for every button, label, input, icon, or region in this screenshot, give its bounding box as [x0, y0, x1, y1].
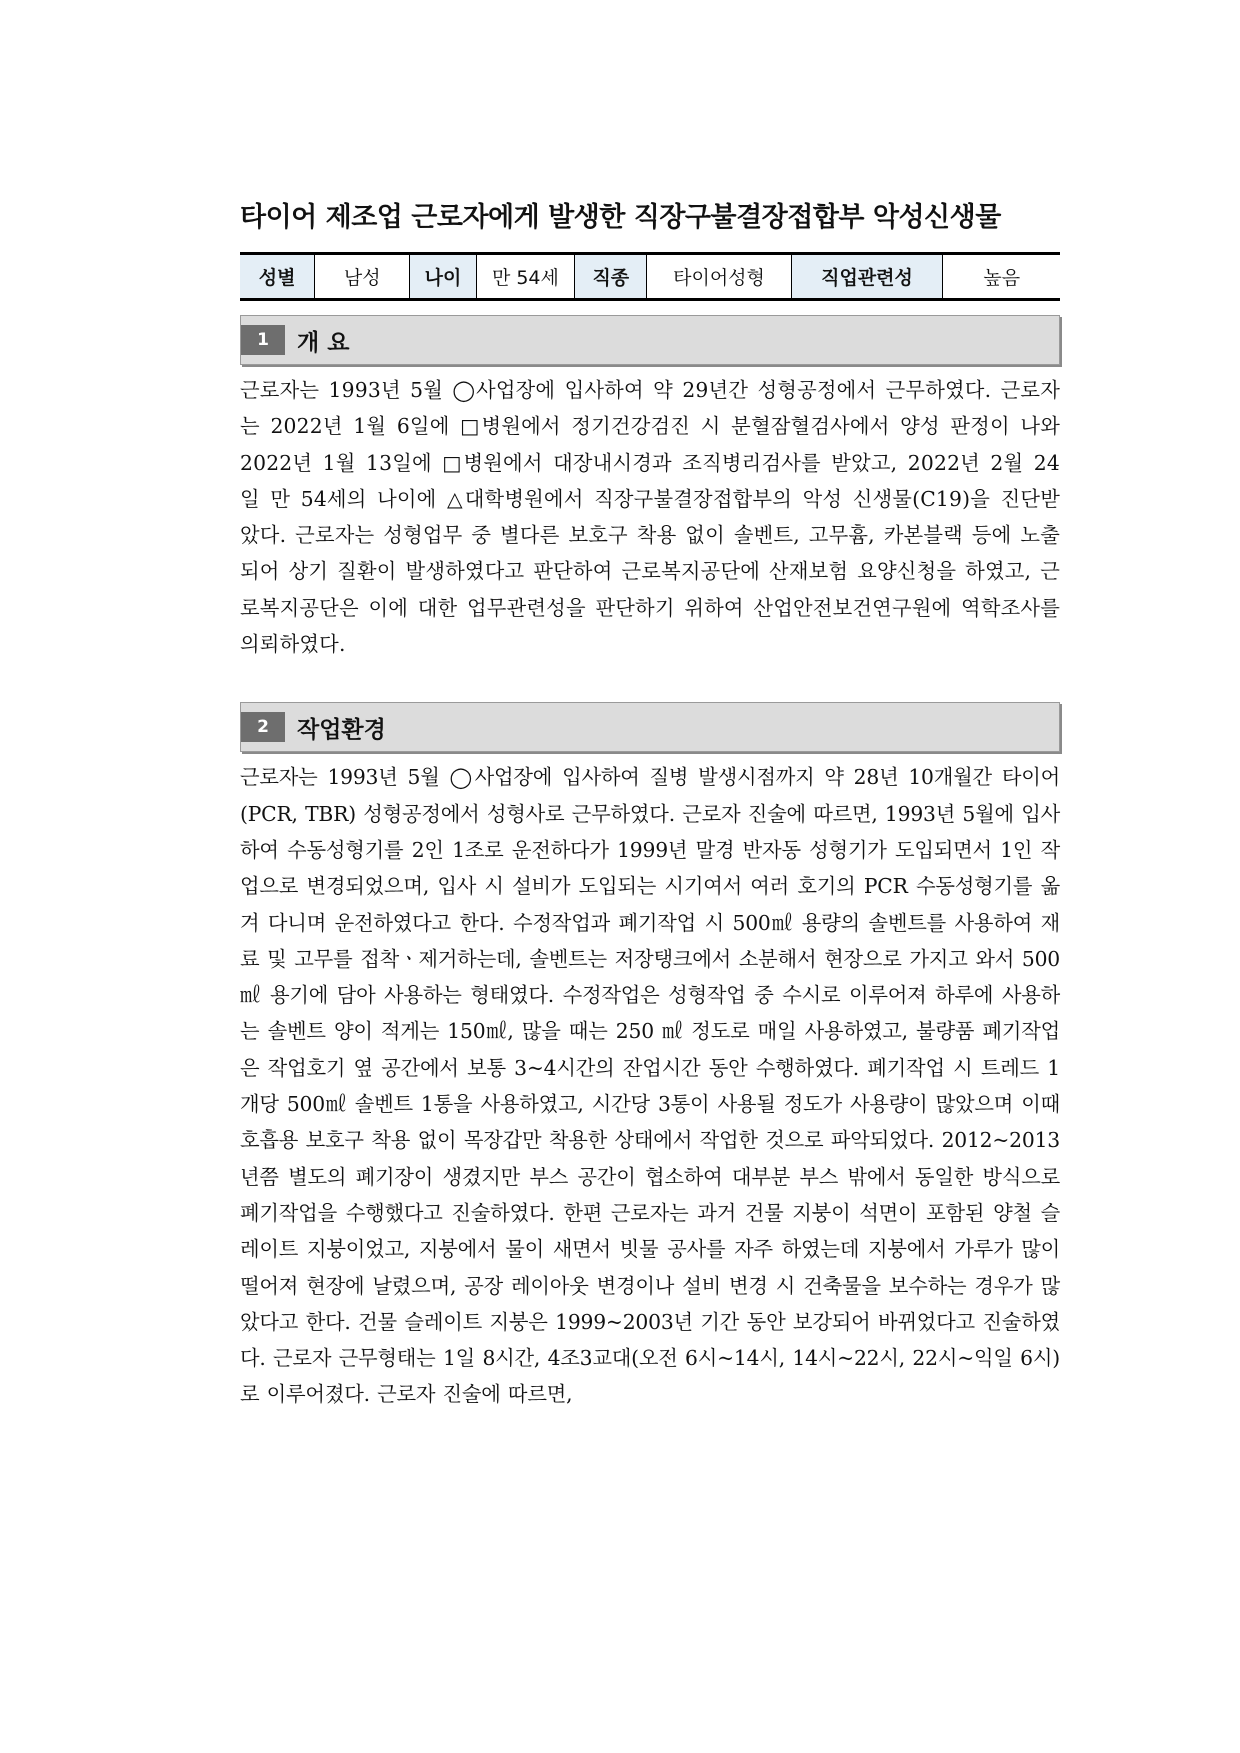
section-header-work-environment — [240, 702, 1060, 752]
section-number: 1 — [241, 325, 285, 355]
relevance-label: 직업관련성 — [791, 254, 943, 300]
relevance-value: 높음 — [943, 254, 1060, 300]
age-label: 나이 — [410, 254, 476, 300]
document-page — [240, 196, 1060, 1413]
job-label: 직종 — [575, 254, 647, 300]
section-title: 작업환경 — [297, 716, 386, 743]
case-info-table — [240, 252, 1060, 301]
section-number: 2 — [241, 712, 285, 742]
section-header-overview — [240, 315, 1060, 365]
job-value: 타이어성형 — [647, 254, 791, 300]
section-body-work-environment: 근로자는 1993년 5월 ◯사업장에 입사하여 질병 발생시점까지 약 28년 10개월간 타이어(PCR, TBR) 성형공정에서 성형사로 근무하였다. 근로자 진술에 따르면, 1993년 5월에 입사하여 수동성형기를 2인 1조로 운전하다가 1999년 말경 반자동 성형기가 도입되면서 1인 작업으로 변경되었으며, 입사 시 설비가 도입되는 시기여서 여러 호기의 PCR 수동성형기를 옮겨 다니며 운전하였다고 한다. 수정작업과 폐기작업 시 500㎖ 용량의 솔벤트를 사용하여 재료 및 고무를 접착ㆍ제거하는데, 솔벤트는 저장탱크에서 소분해서 현장으로 가지고 와서 500 ㎖ 용기에 담아 사용하는 형태였다. 수정작업은 성형작업 중 수시로 이루어져 하루에 사용하는 솔벤트 양이 적게는 150㎖, 많을 때는 250 ㎖ 정도로 매일 사용하였고, 불량품 폐기작업은 작업호기 옆 공간에서 보통 3~4시간의 잔업시간 동안 수행하였다. 폐기작업 시 트레드 1개당 500㎖ 솔벤트 1통을 사용하였고, 시간당 3통이 사용될 정도가 사용량이 많았으며 이때 호흡용 보호구 착용 없이 목장갑만 착용한 상태에서 작업한 것으로 파악되었다. 2012~2013년쯤 별도의 폐기장이 생겼지만 부스 공간이 협소하여 대부분 부스 밖에서 동일한 방식으로 폐기작업을 수행했다고 진술하였다. 한편 근로자는 과거 건물 지붕이 석면이 포함된 양철 슬레이트 지붕이었고, 지붕에서 물이 새면서 빗물 공사를 자주 하였는데 지붕에서 가루가 많이 떨어져 현장에 날렸으며, 공장 레이아웃 변경이나 설비 변경 시 건축물을 보수하는 경우가 많았다고 한다. 건물 슬레이트 지붕은 1999~2003년 기간 동안 보강되어 바뀌었다고 진술하였다. 근로자 근무형태는 1일 8시간, 4조3교대(오전 6시~14시, 14시~22시, 22시~익일 6시)로 이루어졌다. 근로자 진술에 따르면, — [240, 765, 1060, 1407]
section-body-overview: 근로자는 1993년 5월 ◯사업장에 입사하여 약 29년간 성형공정에서 근무하였다. 근로자는 2022년 1월 6일에 □병원에서 정기건강검진 시 분혈잠혈검사에서 양성 판정이 나와 2022년 1월 13일에 □병원에서 대장내시경과 조직병리검사를 받았고, 2022년 2월 24일 만 54세의 나이에 △대학병원에서 직장구불결장접합부의 악성 신생물(C19)을 진단받았다. 근로자는 성형업무 중 별다른 보호구 착용 없이 솔벤트, 고무흄, 카본블랙 등에 노출되어 상기 질환이 발생하였다고 판단하여 근로복지공단에 산재보험 요양신청을 하였고, 근로복지공단은 이에 대한 업무관련성을 판단하기 위하여 산업안전보건연구원에 역학조사를 의뢰하였다. — [240, 378, 1060, 657]
document-title: 타이어 제조업 근로자에게 발생한 직장구불결장접합부 악성신생물 — [240, 202, 1001, 233]
section-spacer — [240, 662, 1060, 702]
section-title: 개 요 — [297, 329, 350, 356]
case-info-row — [240, 254, 1060, 300]
age-value: 만 54세 — [476, 254, 574, 300]
sex-label: 성별 — [240, 254, 315, 300]
sex-value: 남성 — [315, 254, 410, 300]
